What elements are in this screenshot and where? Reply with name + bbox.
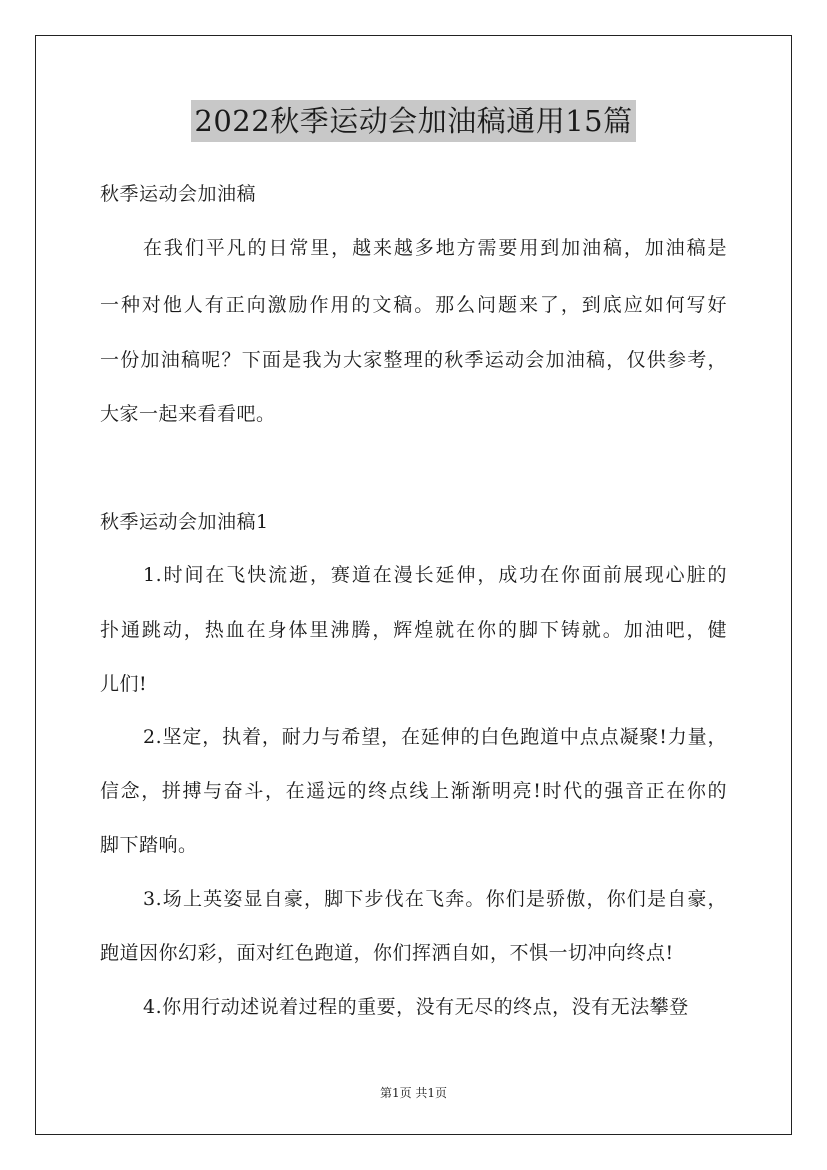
item3-line-2: 跑道因你幻彩，面对红色跑道，你们挥洒自如，不惧一切冲向终点! — [100, 942, 674, 964]
title-container — [0, 100, 827, 142]
intro-line-3: 一份加油稿呢？下面是我为大家整理的秋季运动会加油稿，仅供参考， — [100, 349, 727, 371]
intro-line-4: 大家一起来看看吧。 — [100, 403, 276, 425]
item2-line-2: 信念，拼搏与奋斗，在遥远的终点线上渐渐明亮!时代的强音正在你的 — [100, 780, 727, 802]
item1-line-2: 扑通跳动，热血在身体里沸腾，辉煌就在你的脚下铸就。加油吧，健 — [100, 619, 727, 641]
item1-line-1: 1.时间在飞快流逝，赛道在漫长延伸，成功在你面前展现心脏的 — [143, 564, 727, 586]
item4-line-1: 4.你用行动述说着过程的重要，没有无尽的终点，没有无法攀登 — [143, 996, 689, 1018]
intro-line-1: 在我们平凡的日常里，越来越多地方需要用到加油稿，加油稿是 — [143, 237, 727, 259]
section-heading: 秋季运动会加油稿1 — [100, 511, 269, 533]
intro-line-2: 一种对他人有正向激励作用的文稿。那么问题来了，到底应如何写好 — [100, 294, 727, 316]
item2-line-3: 脚下踏响。 — [100, 834, 198, 856]
document-title: 2022秋季运动会加油稿通用15篇 — [191, 100, 635, 142]
item1-line-3: 儿们! — [100, 673, 148, 695]
page-footer: 第1页 共1页 — [379, 1086, 448, 1100]
intro-heading: 秋季运动会加油稿 — [100, 183, 257, 205]
item2-line-1: 2.坚定，执着，耐力与希望，在延伸的白色跑道中点点凝聚!力量， — [143, 726, 727, 748]
item3-line-1: 3.场上英姿显自豪，脚下步伐在飞奔。你们是骄傲，你们是自豪， — [143, 888, 727, 910]
